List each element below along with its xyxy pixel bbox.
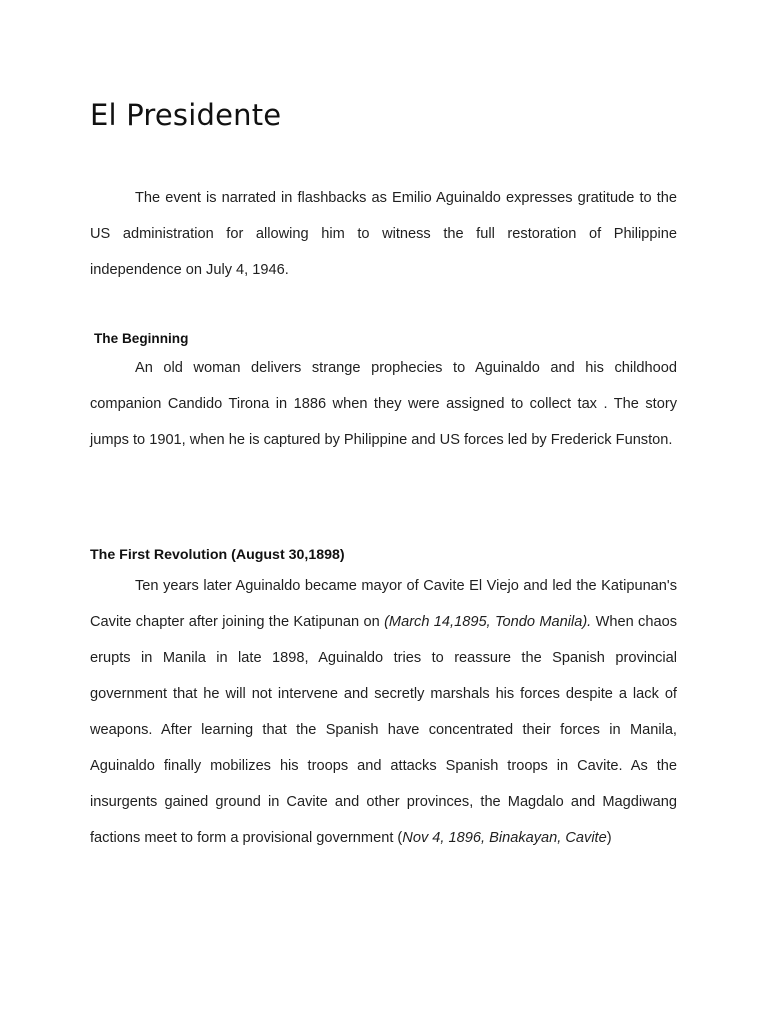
document-title: El Presidente [90, 98, 282, 132]
first-revolution-paragraph [90, 568, 677, 856]
first-revolution-italic-date-2: Nov 4, 1896, Binakayan, Cavite [402, 830, 607, 846]
first-revolution-text-part3: ) [606, 830, 612, 846]
section-heading-first-revolution: The First Revolution (August 30,1898) [90, 547, 345, 563]
intro-paragraph: The event is narrated in flashbacks as Emilio Aguinaldo expresses gratitude to the US administration for allowing him to witness the full restoration of Philippine independence on July 4, 1946. [90, 190, 677, 278]
first-revolution-text-part2: When chaos erupts in Manila in late 1898, Aguinaldo tries to reassure the Spanish provincial government that he will not intervene and secretly marshals his forces despite a lack of weapons. After learning that the Spanish have concentrated their forces in Manila, Aguinaldo finally mobilizes his troops and attacks Spanish troops in Cavite. As the insurgents gained ground in Cavite and other provinces, the Magdalo and Magdiwang factions meet to form a provisional government ( [90, 614, 677, 846]
beginning-paragraph: An old woman delivers strange prophecies to Aguinaldo and his childhood companion Candido Tirona in 1886 when they were assigned to collect tax . The story jumps to 1901, when he is captured by Philippine and US forces led by Frederick Funston. [90, 360, 677, 448]
first-revolution-italic-date-1: (March 14,1895, Tondo Manila). [384, 614, 592, 630]
first-revolution-text-part1: Ten years later Aguinaldo became mayor of Cavite El Viejo and led the Katipunan's Cavite chapter after joining the Katipunan on [90, 578, 677, 630]
section-heading-beginning: The Beginning [94, 331, 189, 346]
